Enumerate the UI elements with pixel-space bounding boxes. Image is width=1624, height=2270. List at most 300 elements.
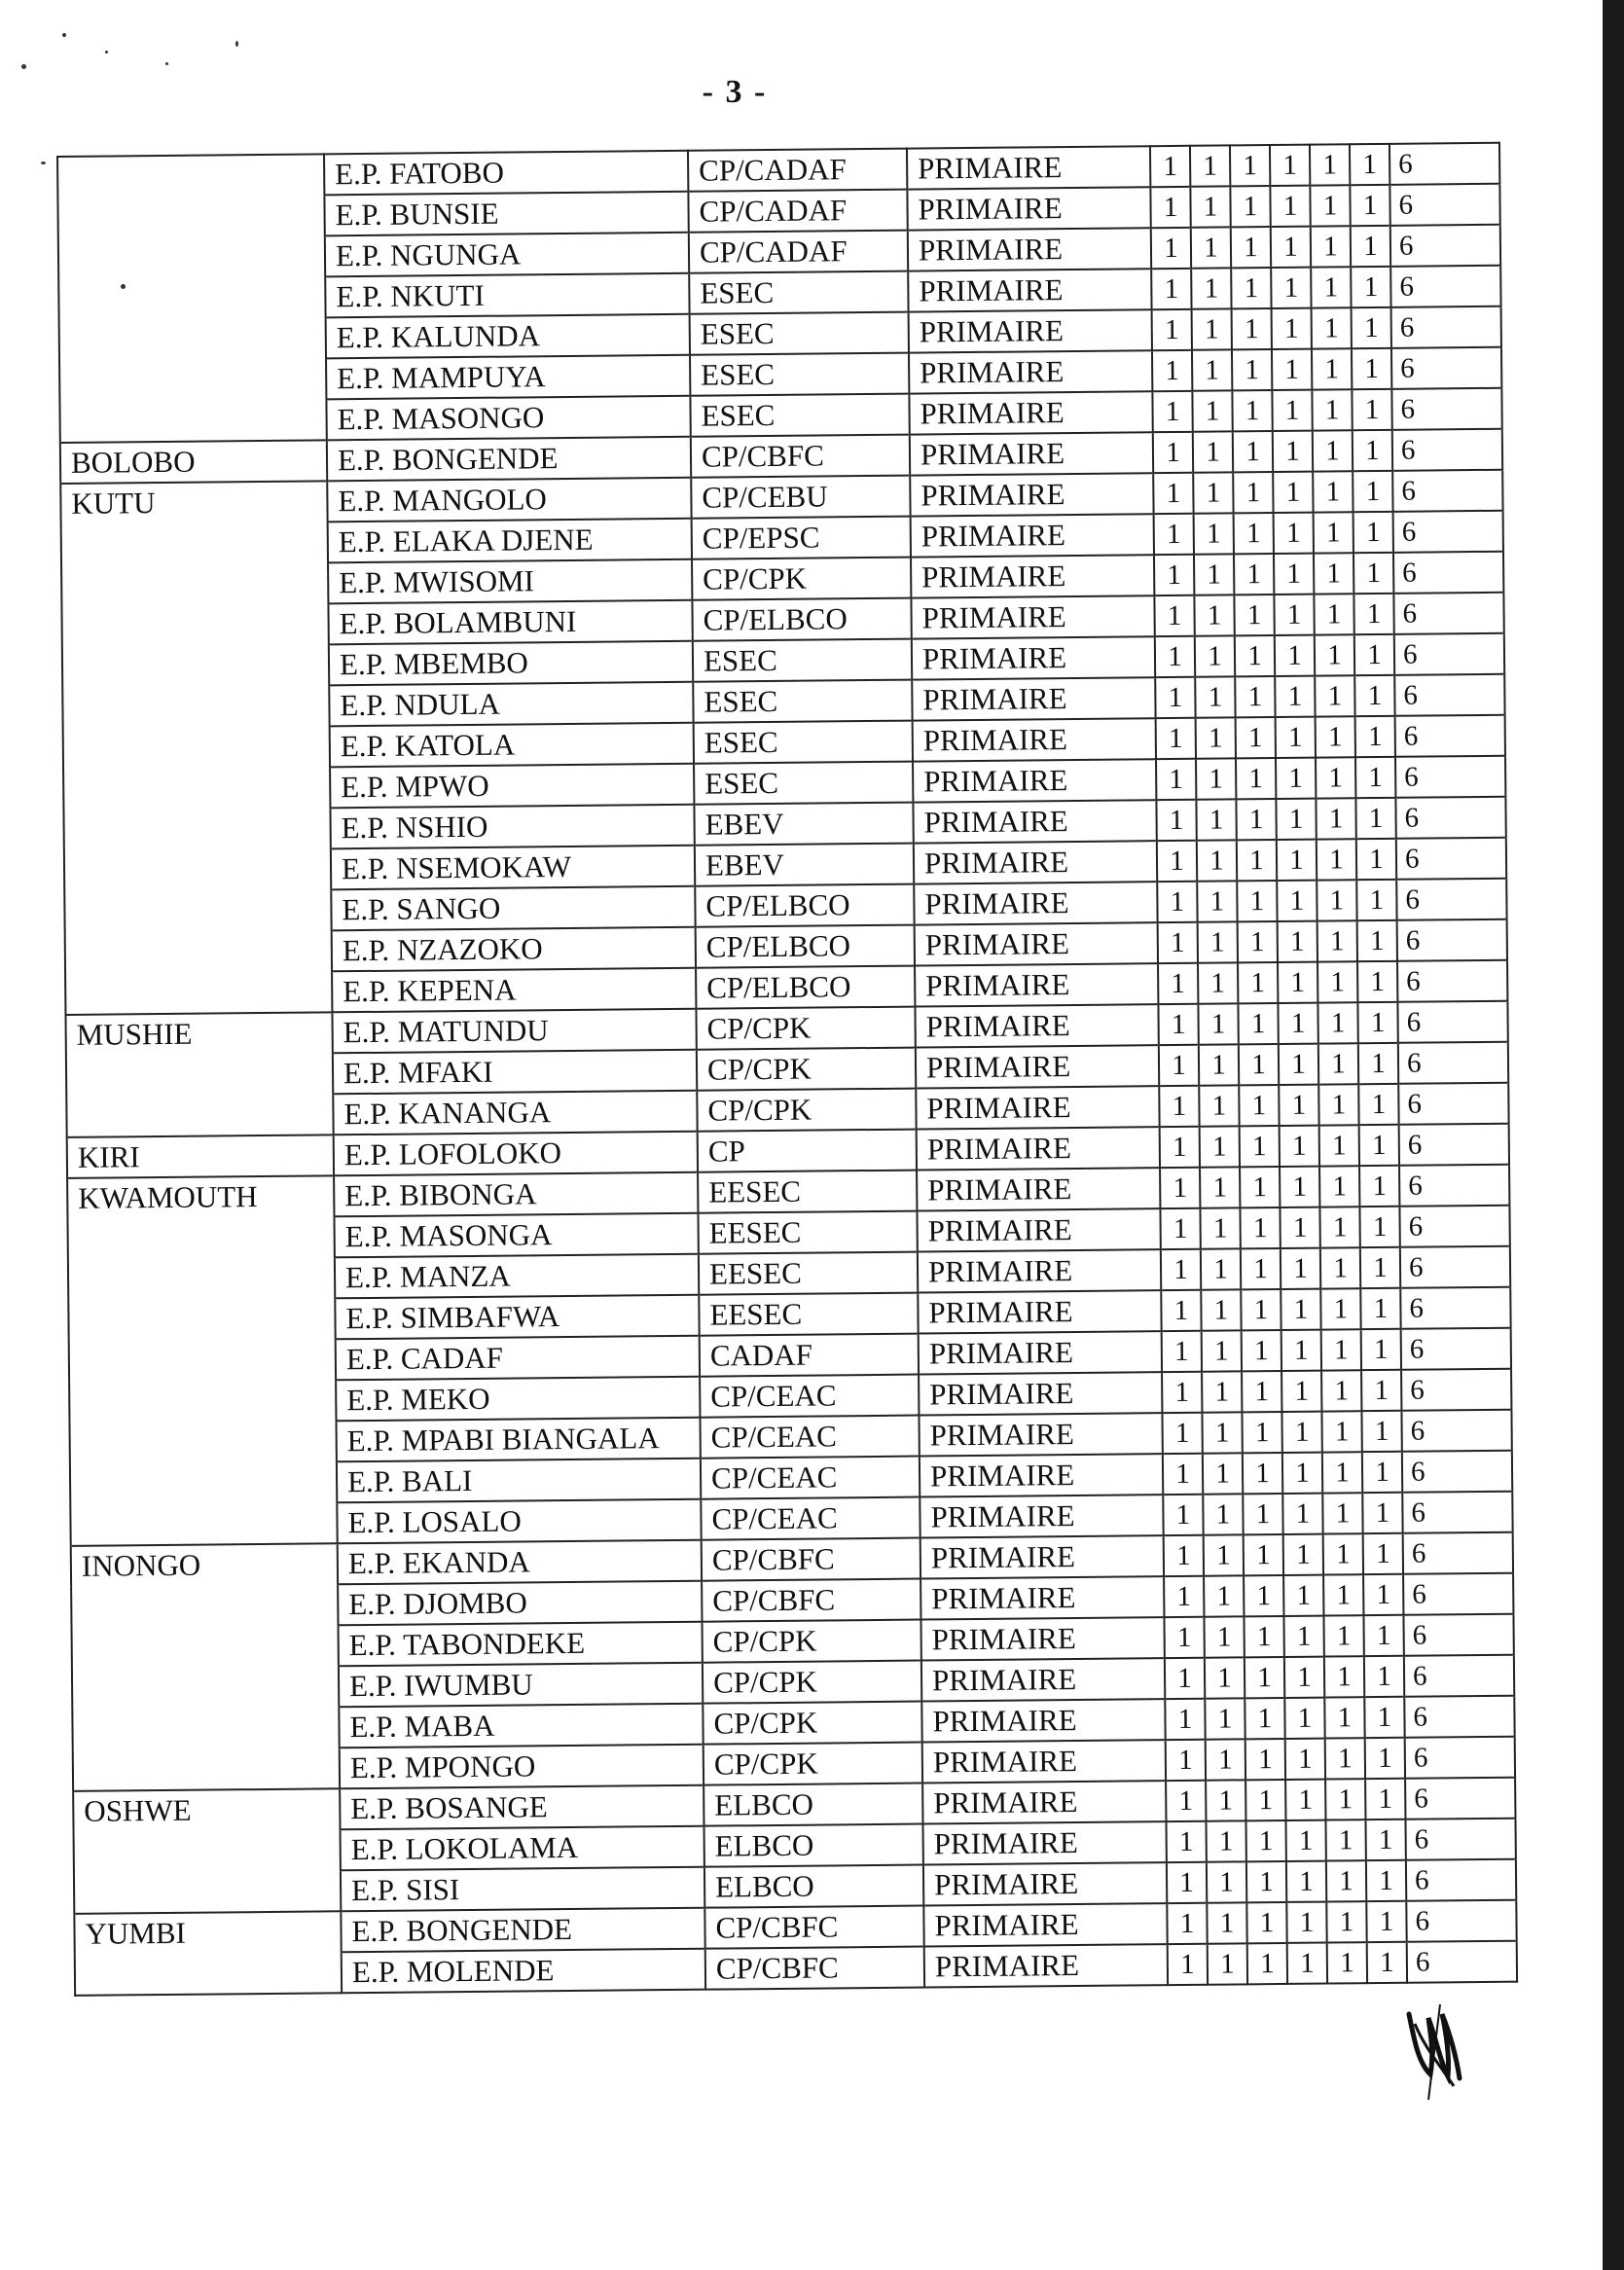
organisation-cell: CP/ELBCO — [696, 925, 915, 968]
class-count-cell: 1 — [1276, 758, 1316, 799]
class-count-cell: 1 — [1359, 1207, 1399, 1247]
organisation-cell: CADAF — [700, 1334, 919, 1377]
class-count-cell: 1 — [1317, 961, 1357, 1002]
total-cell: 6 — [1403, 1532, 1513, 1574]
class-count-cell: 1 — [1321, 1370, 1361, 1411]
school-cell: E.P. MFAKI — [333, 1050, 697, 1095]
class-count-cell: 1 — [1240, 1207, 1280, 1248]
level-cell: PRIMAIRE — [915, 922, 1158, 965]
school-cell: E.P. MABA — [339, 1704, 703, 1748]
school-cell: E.P. NDULA — [329, 682, 693, 727]
class-count-cell: 1 — [1280, 1167, 1319, 1207]
level-cell: PRIMAIRE — [914, 882, 1157, 924]
class-count-cell: 1 — [1276, 799, 1316, 840]
school-cell: E.P. CADAF — [336, 1336, 700, 1381]
class-count-cell: 1 — [1356, 839, 1396, 880]
total-cell: 6 — [1394, 633, 1504, 675]
class-count-cell: 1 — [1196, 799, 1236, 840]
class-count-cell: 1 — [1246, 1861, 1286, 1902]
class-count-cell: 1 — [1166, 1821, 1206, 1862]
class-count-cell: 1 — [1358, 1043, 1398, 1084]
level-cell: PRIMAIRE — [916, 1045, 1159, 1088]
class-count-cell: 1 — [1155, 636, 1195, 677]
class-count-cell: 1 — [1359, 1125, 1399, 1166]
class-count-cell: 1 — [1194, 513, 1234, 554]
class-count-cell: 1 — [1314, 553, 1353, 594]
location-cell — [67, 1216, 334, 1260]
class-count-cell: 1 — [1161, 1249, 1201, 1290]
total-cell: 6 — [1396, 879, 1506, 920]
class-count-cell: 1 — [1310, 185, 1350, 226]
organisation-cell: CP/CEAC — [701, 1497, 920, 1540]
class-count-cell: 1 — [1287, 1943, 1327, 1984]
total-cell: 6 — [1403, 1573, 1513, 1615]
class-count-cell: 1 — [1285, 1780, 1325, 1820]
location-cell — [61, 603, 328, 647]
level-cell: PRIMAIRE — [920, 1617, 1164, 1660]
level-cell: PRIMAIRE — [922, 1781, 1166, 1823]
level-cell: PRIMAIRE — [923, 1862, 1167, 1905]
location-cell — [69, 1380, 336, 1423]
location-cell — [63, 726, 330, 770]
total-cell: 6 — [1399, 1165, 1509, 1207]
organisation-cell: CP/CEAC — [701, 1457, 920, 1499]
location-cell — [75, 1952, 342, 1996]
class-count-cell: 1 — [1201, 1248, 1241, 1289]
class-count-cell: 1 — [1193, 472, 1233, 513]
class-count-cell: 1 — [1279, 1085, 1318, 1126]
class-count-cell: 1 — [1355, 798, 1395, 839]
class-count-cell: 1 — [1160, 1127, 1200, 1168]
class-count-cell: 1 — [1234, 595, 1274, 635]
class-count-cell: 1 — [1202, 1371, 1242, 1412]
class-count-cell: 1 — [1278, 921, 1317, 962]
organisation-cell: EESEC — [698, 1171, 917, 1213]
class-count-cell: 1 — [1363, 1574, 1403, 1615]
class-count-cell: 1 — [1195, 676, 1235, 717]
class-count-cell: 1 — [1238, 1003, 1278, 1044]
location-cell — [72, 1707, 339, 1750]
organisation-cell: ESEC — [690, 353, 909, 396]
class-count-cell: 1 — [1363, 1615, 1403, 1656]
level-cell: PRIMAIRE — [915, 1004, 1158, 1047]
location-cell — [69, 1339, 336, 1383]
organisation-cell: CP/ELBCO — [692, 598, 911, 641]
location-cell: OSHWE — [73, 1788, 340, 1832]
class-count-cell: 1 — [1157, 882, 1197, 922]
total-cell: 6 — [1407, 1941, 1517, 1983]
scan-edge-shadow — [1603, 0, 1624, 2270]
class-count-cell: 1 — [1355, 716, 1395, 757]
school-cell: E.P. BOSANGE — [340, 1785, 704, 1830]
organisation-cell: CP/CADAF — [688, 190, 907, 233]
class-count-cell: 1 — [1281, 1248, 1320, 1289]
location-cell — [63, 808, 330, 851]
class-count-cell: 1 — [1158, 1004, 1198, 1045]
class-count-cell: 1 — [1282, 1453, 1322, 1494]
class-count-cell: 1 — [1310, 144, 1350, 185]
class-count-cell: 1 — [1244, 1616, 1283, 1657]
location-cell — [59, 399, 326, 443]
class-count-cell: 1 — [1353, 471, 1392, 512]
class-count-cell: 1 — [1272, 390, 1312, 431]
class-count-cell: 1 — [1235, 635, 1275, 676]
class-count-cell: 1 — [1198, 921, 1238, 962]
level-cell: PRIMAIRE — [915, 963, 1158, 1006]
school-cell: E.P. SIMBAFWA — [335, 1295, 699, 1340]
class-count-cell: 1 — [1320, 1247, 1360, 1288]
school-cell: E.P. MOLENDE — [342, 1949, 705, 1994]
class-count-cell: 1 — [1195, 635, 1235, 676]
class-count-cell: 1 — [1244, 1534, 1283, 1575]
location-cell — [72, 1625, 339, 1669]
class-count-cell: 1 — [1191, 227, 1231, 268]
class-count-cell: 1 — [1162, 1331, 1202, 1372]
total-cell: 6 — [1405, 1778, 1515, 1820]
level-cell: PRIMAIRE — [917, 1127, 1160, 1170]
organisation-cell: ESEC — [689, 271, 908, 314]
total-cell: 6 — [1398, 1083, 1508, 1125]
class-count-cell: 1 — [1351, 267, 1390, 307]
school-cell: E.P. ELAKA DJENE — [328, 519, 692, 563]
class-count-cell: 1 — [1357, 1002, 1397, 1043]
class-count-cell: 1 — [1197, 881, 1237, 921]
class-count-cell: 1 — [1355, 757, 1395, 798]
class-count-cell: 1 — [1324, 1656, 1364, 1697]
location-cell — [68, 1257, 335, 1301]
total-cell: 6 — [1406, 1900, 1516, 1942]
class-count-cell: 1 — [1241, 1289, 1281, 1330]
class-count-cell: 1 — [1202, 1412, 1242, 1453]
level-cell: PRIMAIRE — [917, 1208, 1160, 1251]
class-count-cell: 1 — [1198, 962, 1238, 1003]
class-count-cell: 1 — [1283, 1534, 1323, 1575]
class-count-cell: 1 — [1350, 185, 1389, 226]
class-count-cell: 1 — [1323, 1615, 1363, 1656]
total-cell: 6 — [1391, 388, 1501, 430]
total-cell: 6 — [1406, 1859, 1516, 1901]
class-count-cell: 1 — [1281, 1330, 1321, 1371]
class-count-cell: 1 — [1312, 307, 1352, 348]
class-count-cell: 1 — [1159, 1086, 1199, 1127]
class-count-cell: 1 — [1167, 1862, 1207, 1903]
class-count-cell: 1 — [1326, 1860, 1366, 1901]
class-count-cell: 1 — [1284, 1657, 1324, 1698]
class-count-cell: 1 — [1200, 1167, 1240, 1207]
total-cell: 6 — [1397, 1001, 1507, 1043]
level-cell: PRIMAIRE — [920, 1454, 1163, 1496]
total-cell: 6 — [1392, 470, 1502, 512]
organisation-cell: CP/CEAC — [700, 1416, 919, 1459]
level-cell: PRIMAIRE — [911, 595, 1154, 638]
organisation-cell: CP/CBFC — [705, 1947, 924, 1990]
level-cell: PRIMAIRE — [913, 800, 1156, 843]
class-count-cell: 1 — [1193, 431, 1233, 472]
class-count-cell: 1 — [1243, 1494, 1282, 1534]
school-cell: E.P. LOSALO — [337, 1499, 701, 1544]
class-count-cell: 1 — [1350, 144, 1389, 185]
class-count-cell: 1 — [1232, 308, 1272, 349]
class-count-cell: 1 — [1271, 227, 1311, 268]
class-count-cell: 1 — [1238, 921, 1278, 962]
class-count-cell: 1 — [1233, 431, 1273, 472]
location-cell — [64, 848, 331, 892]
class-count-cell: 1 — [1352, 348, 1391, 389]
class-count-cell: 1 — [1357, 961, 1397, 1002]
school-cell: E.P. TABONDEKE — [339, 1622, 703, 1667]
class-count-cell: 1 — [1353, 553, 1393, 594]
scan-speck — [41, 162, 46, 164]
location-cell — [61, 522, 328, 565]
total-cell: 6 — [1394, 674, 1504, 716]
total-cell: 6 — [1393, 593, 1503, 634]
total-cell: 6 — [1395, 715, 1505, 757]
class-count-cell: 1 — [1190, 145, 1230, 186]
location-cell — [65, 971, 332, 1015]
class-count-cell: 1 — [1316, 716, 1355, 757]
location-cell: KUTU — [60, 481, 327, 524]
class-count-cell: 1 — [1240, 1167, 1280, 1207]
class-count-cell: 1 — [1236, 799, 1276, 840]
class-count-cell: 1 — [1353, 430, 1392, 471]
class-count-cell: 1 — [1323, 1533, 1363, 1574]
class-count-cell: 1 — [1360, 1288, 1400, 1329]
class-count-cell: 1 — [1233, 472, 1273, 513]
class-count-cell: 1 — [1163, 1495, 1203, 1535]
class-count-cell: 1 — [1272, 308, 1312, 349]
class-count-cell: 1 — [1270, 186, 1310, 227]
organisation-cell: CP/CPK — [696, 1007, 915, 1050]
school-cell: E.P. MASONGA — [334, 1213, 698, 1258]
class-count-cell: 1 — [1237, 840, 1277, 881]
total-cell: 6 — [1401, 1410, 1511, 1452]
class-count-cell: 1 — [1316, 757, 1355, 798]
class-count-cell: 1 — [1316, 798, 1355, 839]
total-cell: 6 — [1399, 1124, 1509, 1166]
location-cell — [62, 685, 329, 729]
school-cell: E.P. DJOMBO — [338, 1581, 702, 1626]
class-count-cell: 1 — [1203, 1453, 1243, 1494]
class-count-cell: 1 — [1151, 269, 1191, 309]
class-count-cell: 1 — [1353, 594, 1393, 634]
class-count-cell: 1 — [1245, 1698, 1284, 1739]
class-count-cell: 1 — [1365, 1820, 1405, 1860]
total-cell: 6 — [1393, 511, 1503, 553]
class-count-cell: 1 — [1156, 800, 1196, 841]
class-count-cell: 1 — [1207, 1861, 1246, 1902]
total-cell: 6 — [1405, 1737, 1515, 1779]
level-cell: PRIMAIRE — [910, 432, 1153, 475]
organisation-cell: CP/CEBU — [691, 476, 910, 519]
organisation-cell: CP/ELBCO — [696, 966, 915, 1009]
total-cell: 6 — [1402, 1492, 1512, 1533]
organisation-cell: CP/EPSC — [692, 517, 911, 559]
total-cell: 6 — [1398, 1042, 1508, 1084]
location-cell — [72, 1666, 339, 1710]
level-cell: PRIMAIRE — [920, 1495, 1163, 1537]
class-count-cell: 1 — [1234, 513, 1274, 554]
total-cell: 6 — [1400, 1246, 1510, 1288]
class-count-cell: 1 — [1237, 881, 1277, 921]
level-cell: PRIMAIRE — [913, 718, 1156, 761]
class-count-cell: 1 — [1154, 514, 1194, 555]
class-count-cell: 1 — [1160, 1208, 1200, 1249]
school-cell: E.P. NKUTI — [325, 273, 689, 318]
class-count-cell: 1 — [1279, 1044, 1318, 1085]
class-count-cell: 1 — [1207, 1902, 1246, 1943]
class-count-cell: 1 — [1194, 595, 1234, 635]
class-count-cell: 1 — [1205, 1657, 1245, 1698]
class-count-cell: 1 — [1327, 1942, 1367, 1983]
class-count-cell: 1 — [1197, 840, 1237, 881]
location-cell — [71, 1584, 338, 1628]
school-cell: E.P. SISI — [341, 1867, 704, 1912]
class-count-cell: 1 — [1366, 1860, 1406, 1901]
class-count-cell: 1 — [1276, 717, 1316, 758]
class-count-cell: 1 — [1317, 880, 1356, 920]
class-count-cell: 1 — [1238, 962, 1278, 1003]
level-cell: PRIMAIRE — [918, 1249, 1161, 1292]
class-count-cell: 1 — [1245, 1820, 1285, 1861]
class-count-cell: 1 — [1319, 1207, 1359, 1247]
class-count-cell: 1 — [1198, 1003, 1238, 1044]
school-cell: E.P. BOLAMBUNI — [328, 600, 692, 645]
level-cell: PRIMAIRE — [914, 841, 1157, 883]
level-cell: PRIMAIRE — [921, 1658, 1165, 1701]
class-count-cell: 1 — [1242, 1330, 1281, 1371]
class-count-cell: 1 — [1164, 1617, 1204, 1658]
level-cell: PRIMAIRE — [909, 350, 1152, 393]
total-cell: 6 — [1405, 1819, 1515, 1860]
class-count-cell: 1 — [1273, 472, 1313, 513]
organisation-cell: CP/CPK — [703, 1661, 921, 1704]
organisation-cell: CP/CBFC — [702, 1579, 920, 1622]
class-count-cell: 1 — [1204, 1534, 1244, 1575]
location-cell — [59, 317, 326, 361]
organisation-cell: ESEC — [693, 680, 912, 723]
class-count-cell: 1 — [1205, 1698, 1245, 1739]
school-cell: E.P. MANZA — [335, 1254, 699, 1299]
class-count-cell: 1 — [1358, 1084, 1398, 1125]
class-count-cell: 1 — [1150, 187, 1190, 228]
class-count-cell: 1 — [1243, 1453, 1282, 1494]
class-count-cell: 1 — [1281, 1289, 1320, 1330]
class-count-cell: 1 — [1353, 512, 1393, 553]
location-cell: INONGO — [71, 1543, 338, 1587]
school-cell: E.P. KALUNDA — [326, 314, 690, 359]
location-cell — [68, 1298, 335, 1342]
class-count-cell: 1 — [1319, 1166, 1359, 1207]
location-cell — [65, 930, 332, 974]
class-count-cell: 1 — [1312, 389, 1352, 430]
school-cell: E.P. LOKOLAMA — [341, 1826, 704, 1871]
level-cell: PRIMAIRE — [923, 1903, 1167, 1946]
class-count-cell: 1 — [1281, 1371, 1321, 1412]
level-cell: PRIMAIRE — [921, 1699, 1165, 1742]
class-count-cell: 1 — [1150, 146, 1190, 187]
level-cell: PRIMAIRE — [911, 555, 1154, 597]
organisation-cell: ESEC — [694, 721, 913, 764]
total-cell: 6 — [1395, 756, 1505, 798]
organisation-cell: ESEC — [690, 394, 909, 437]
location-cell — [58, 276, 325, 320]
class-count-cell: 1 — [1158, 963, 1198, 1004]
class-count-cell: 1 — [1361, 1370, 1401, 1411]
school-cell: E.P. BALI — [337, 1459, 701, 1503]
class-count-cell: 1 — [1245, 1780, 1285, 1820]
class-count-cell: 1 — [1356, 880, 1396, 920]
class-count-cell: 1 — [1245, 1739, 1285, 1780]
school-cell: E.P. NSEMOKAW — [331, 846, 695, 890]
class-count-cell: 1 — [1166, 1781, 1206, 1821]
class-count-cell: 1 — [1319, 1125, 1359, 1166]
school-cell: E.P. NZAZOKO — [332, 927, 696, 972]
class-count-cell: 1 — [1247, 1943, 1287, 1984]
class-count-cell: 1 — [1242, 1371, 1281, 1412]
organisation-cell: ELBCO — [704, 1824, 923, 1867]
class-count-cell: 1 — [1361, 1411, 1401, 1452]
class-count-cell: 1 — [1280, 1207, 1319, 1248]
school-cell: E.P. MWISOMI — [328, 559, 692, 604]
class-count-cell: 1 — [1324, 1697, 1364, 1738]
class-count-cell: 1 — [1194, 554, 1234, 595]
class-count-cell: 1 — [1275, 635, 1315, 676]
level-cell: PRIMAIRE — [912, 677, 1155, 720]
level-cell: PRIMAIRE — [910, 473, 1153, 516]
location-cell — [70, 1421, 337, 1464]
class-count-cell: 1 — [1192, 308, 1232, 349]
class-count-cell: 1 — [1162, 1372, 1202, 1413]
total-cell: 6 — [1391, 306, 1501, 348]
class-count-cell: 1 — [1244, 1575, 1283, 1616]
school-cell: E.P. MATUNDU — [332, 1009, 696, 1054]
organisation-cell: CP/CADAF — [688, 149, 907, 192]
organisation-cell: EESEC — [699, 1293, 918, 1336]
class-count-cell: 1 — [1354, 675, 1394, 716]
class-count-cell: 1 — [1164, 1576, 1204, 1617]
school-cell: E.P. MEKO — [336, 1377, 700, 1422]
location-cell — [58, 235, 325, 279]
level-cell: PRIMAIRE — [917, 1168, 1160, 1210]
class-count-cell: 1 — [1154, 595, 1194, 636]
total-cell: 6 — [1404, 1655, 1514, 1697]
class-count-cell: 1 — [1321, 1411, 1361, 1452]
class-count-cell: 1 — [1230, 145, 1270, 186]
class-count-cell: 1 — [1153, 432, 1193, 473]
class-count-cell: 1 — [1274, 554, 1314, 595]
location-cell — [70, 1461, 337, 1505]
school-cell: E.P. KEPENA — [332, 968, 696, 1013]
location-cell — [59, 358, 326, 402]
organisation-cell: CP/CPK — [702, 1620, 920, 1663]
organisation-cell: CP/CPK — [704, 1743, 922, 1785]
organisation-cell: CP/CBFC — [704, 1906, 923, 1949]
total-cell: 6 — [1390, 225, 1500, 267]
organisation-cell: CP — [698, 1130, 917, 1172]
class-count-cell: 1 — [1352, 307, 1391, 348]
class-count-cell: 1 — [1201, 1289, 1241, 1330]
level-cell: PRIMAIRE — [920, 1576, 1164, 1619]
school-cell: E.P. KATOLA — [330, 723, 694, 768]
class-count-cell: 1 — [1365, 1779, 1405, 1820]
total-cell: 6 — [1400, 1287, 1510, 1329]
class-count-cell: 1 — [1285, 1739, 1325, 1780]
organisation-cell: EESEC — [698, 1211, 917, 1254]
location-cell: KWAMOUTH — [67, 1175, 334, 1219]
total-cell: 6 — [1404, 1696, 1514, 1738]
total-cell: 6 — [1399, 1206, 1509, 1247]
organisation-cell: ESEC — [694, 762, 913, 805]
